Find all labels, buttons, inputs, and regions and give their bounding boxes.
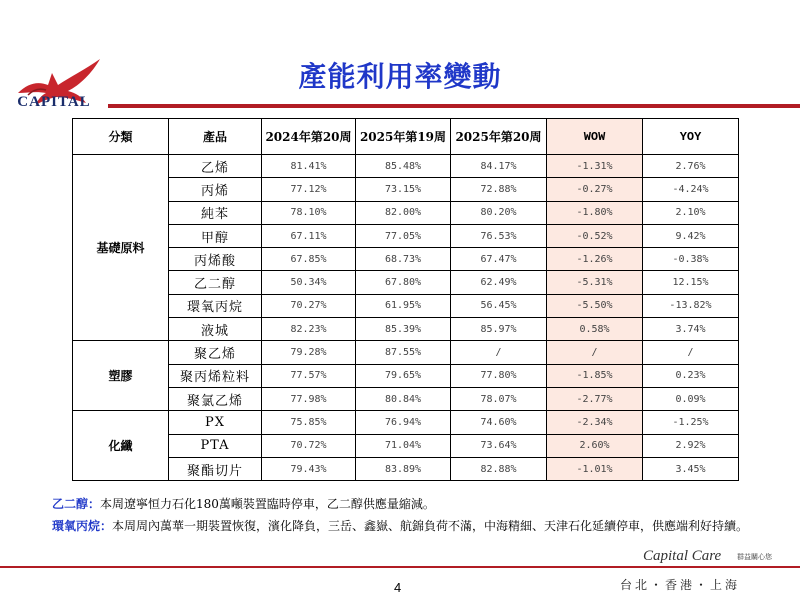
value-2024-week20-cell: 82.23% bbox=[262, 318, 356, 341]
value-2025-week20-cell: 84.17% bbox=[451, 155, 547, 178]
brand-tagline: 群益關心您 bbox=[737, 553, 772, 561]
yoy-cell: 2.92% bbox=[643, 434, 739, 457]
value-2025-week20-cell: 67.47% bbox=[451, 248, 547, 271]
note-label: 環氧丙烷： bbox=[52, 519, 113, 533]
yoy-cell: -1.25% bbox=[643, 411, 739, 434]
value-2025-week19-cell: 79.65% bbox=[356, 364, 451, 387]
value-2025-week20-cell: 82.88% bbox=[451, 457, 547, 480]
wow-cell: 0.58% bbox=[547, 318, 643, 341]
wow-cell: -1.31% bbox=[547, 155, 643, 178]
wow-cell: -2.34% bbox=[547, 411, 643, 434]
value-2025-week19-cell: 67.80% bbox=[356, 271, 451, 294]
value-2024-week20-cell: 70.27% bbox=[262, 294, 356, 317]
yoy-cell: 2.76% bbox=[643, 155, 739, 178]
value-2025-week19-cell: 85.48% bbox=[356, 155, 451, 178]
wow-cell: 2.60% bbox=[547, 434, 643, 457]
value-2024-week20-cell: 70.72% bbox=[262, 434, 356, 457]
product-cell: 純苯 bbox=[169, 201, 262, 224]
value-2024-week20-cell: 79.43% bbox=[262, 457, 356, 480]
category-cell: 化纖 bbox=[73, 411, 169, 481]
wow-cell: -5.31% bbox=[547, 271, 643, 294]
header-wow: WOW bbox=[547, 119, 643, 155]
value-2024-week20-cell: 67.11% bbox=[262, 224, 356, 247]
value-2024-week20-cell: 77.98% bbox=[262, 387, 356, 410]
footer-divider bbox=[0, 566, 800, 568]
table-row bbox=[73, 201, 739, 224]
yoy-cell: 9.42% bbox=[643, 224, 739, 247]
value-2025-week19-cell: 82.00% bbox=[356, 201, 451, 224]
value-2025-week20-cell: 73.64% bbox=[451, 434, 547, 457]
office-cities: 台北・香港・上海 bbox=[620, 578, 741, 592]
header-2024-week20: 2024年第20周 bbox=[262, 119, 356, 155]
table-row bbox=[73, 434, 739, 457]
value-2025-week19-cell: 87.55% bbox=[356, 341, 451, 364]
brand-signature: Capital Care bbox=[643, 548, 722, 564]
value-2025-week20-cell: 85.97% bbox=[451, 318, 547, 341]
value-2025-week19-cell: 85.39% bbox=[356, 318, 451, 341]
value-2025-week20-cell: 62.49% bbox=[451, 271, 547, 294]
product-cell: 聚酯切片 bbox=[169, 457, 262, 480]
wow-cell: -1.26% bbox=[547, 248, 643, 271]
yoy-cell: 3.45% bbox=[643, 457, 739, 480]
value-2025-week20-cell: 72.88% bbox=[451, 178, 547, 201]
yoy-cell: -0.38% bbox=[643, 248, 739, 271]
table-row bbox=[73, 318, 739, 341]
note-text: 本周周內萬華一期裝置恢復，濱化降負，三岳、鑫嶽、航錦負荷不滿，中海精細、天津石化延續停車，供應端利好持續。 bbox=[112, 519, 749, 533]
note-ethylene-glycol bbox=[52, 494, 792, 514]
page-number: 4 bbox=[394, 580, 402, 595]
yoy-cell: -4.24% bbox=[643, 178, 739, 201]
note-label: 乙二醇： bbox=[52, 497, 101, 511]
header-yoy: YOY bbox=[643, 119, 739, 155]
table-header-row bbox=[73, 119, 739, 155]
table-row bbox=[73, 457, 739, 480]
header-2025-week20: 2025年第20周 bbox=[451, 119, 547, 155]
value-2025-week20-cell: 77.80% bbox=[451, 364, 547, 387]
value-2025-week19-cell: 80.84% bbox=[356, 387, 451, 410]
table-row bbox=[73, 294, 739, 317]
value-2024-week20-cell: 78.10% bbox=[262, 201, 356, 224]
utilization-table bbox=[72, 118, 739, 481]
logo-wordmark: CAPITAL bbox=[17, 94, 91, 110]
wow-cell: -0.27% bbox=[547, 178, 643, 201]
yoy-cell: 0.09% bbox=[643, 387, 739, 410]
category-cell: 基礎原料 bbox=[73, 155, 169, 341]
yoy-cell: 2.10% bbox=[643, 201, 739, 224]
value-2025-week20-cell: 80.20% bbox=[451, 201, 547, 224]
page-title: 產能利用率變動 bbox=[298, 60, 502, 93]
value-2024-week20-cell: 77.12% bbox=[262, 178, 356, 201]
wow-cell: -5.50% bbox=[547, 294, 643, 317]
yoy-cell: 12.15% bbox=[643, 271, 739, 294]
wow-cell: -1.85% bbox=[547, 364, 643, 387]
value-2025-week20-cell: 76.53% bbox=[451, 224, 547, 247]
category-cell: 塑膠 bbox=[73, 341, 169, 411]
product-cell: 液城 bbox=[169, 318, 262, 341]
product-cell: 乙烯 bbox=[169, 155, 262, 178]
header-divider bbox=[108, 104, 800, 108]
value-2025-week20-cell: 56.45% bbox=[451, 294, 547, 317]
product-cell: 乙二醇 bbox=[169, 271, 262, 294]
product-cell: 聚乙烯 bbox=[169, 341, 262, 364]
table-row bbox=[73, 364, 739, 387]
yoy-cell: 3.74% bbox=[643, 318, 739, 341]
value-2024-week20-cell: 50.34% bbox=[262, 271, 356, 294]
header-product: 產品 bbox=[169, 119, 262, 155]
value-2025-week19-cell: 73.15% bbox=[356, 178, 451, 201]
value-2025-week19-cell: 68.73% bbox=[356, 248, 451, 271]
table-row bbox=[73, 248, 739, 271]
product-cell: PTA bbox=[169, 434, 262, 457]
table-row bbox=[73, 155, 739, 178]
value-2025-week19-cell: 76.94% bbox=[356, 411, 451, 434]
table-row bbox=[73, 178, 739, 201]
utilization-table-wrapper bbox=[72, 118, 739, 481]
table-row bbox=[73, 271, 739, 294]
wow-cell: -0.52% bbox=[547, 224, 643, 247]
value-2025-week19-cell: 61.95% bbox=[356, 294, 451, 317]
yoy-cell: -13.82% bbox=[643, 294, 739, 317]
value-2025-week20-cell: / bbox=[451, 341, 547, 364]
value-2024-week20-cell: 75.85% bbox=[262, 411, 356, 434]
table-row bbox=[73, 411, 739, 434]
value-2024-week20-cell: 79.28% bbox=[262, 341, 356, 364]
product-cell: 甲醇 bbox=[169, 224, 262, 247]
wow-cell: / bbox=[547, 341, 643, 364]
table-row bbox=[73, 341, 739, 364]
wow-cell: -2.77% bbox=[547, 387, 643, 410]
value-2025-week20-cell: 78.07% bbox=[451, 387, 547, 410]
value-2025-week19-cell: 71.04% bbox=[356, 434, 451, 457]
value-2025-week19-cell: 83.89% bbox=[356, 457, 451, 480]
value-2025-week20-cell: 74.60% bbox=[451, 411, 547, 434]
value-2025-week19-cell: 77.05% bbox=[356, 224, 451, 247]
value-2024-week20-cell: 67.85% bbox=[262, 248, 356, 271]
value-2024-week20-cell: 77.57% bbox=[262, 364, 356, 387]
product-cell: 聚丙烯粒料 bbox=[169, 364, 262, 387]
value-2024-week20-cell: 81.41% bbox=[262, 155, 356, 178]
product-cell: 丙烯酸 bbox=[169, 248, 262, 271]
product-cell: 丙烯 bbox=[169, 178, 262, 201]
note-propylene-oxide bbox=[52, 516, 792, 536]
wow-cell: -1.01% bbox=[547, 457, 643, 480]
wow-cell: -1.80% bbox=[547, 201, 643, 224]
table-row bbox=[73, 224, 739, 247]
header-2025-week19: 2025年第19周 bbox=[356, 119, 451, 155]
table-row bbox=[73, 387, 739, 410]
yoy-cell: 0.23% bbox=[643, 364, 739, 387]
product-cell: 聚氯乙烯 bbox=[169, 387, 262, 410]
note-text: 本周遼寧恒力石化180萬噸裝置臨時停車，乙二醇供應量縮減。 bbox=[100, 497, 435, 511]
yoy-cell: / bbox=[643, 341, 739, 364]
product-cell: PX bbox=[169, 411, 262, 434]
table-body bbox=[73, 155, 739, 481]
header-category: 分類 bbox=[73, 119, 169, 155]
product-cell: 環氧丙烷 bbox=[169, 294, 262, 317]
